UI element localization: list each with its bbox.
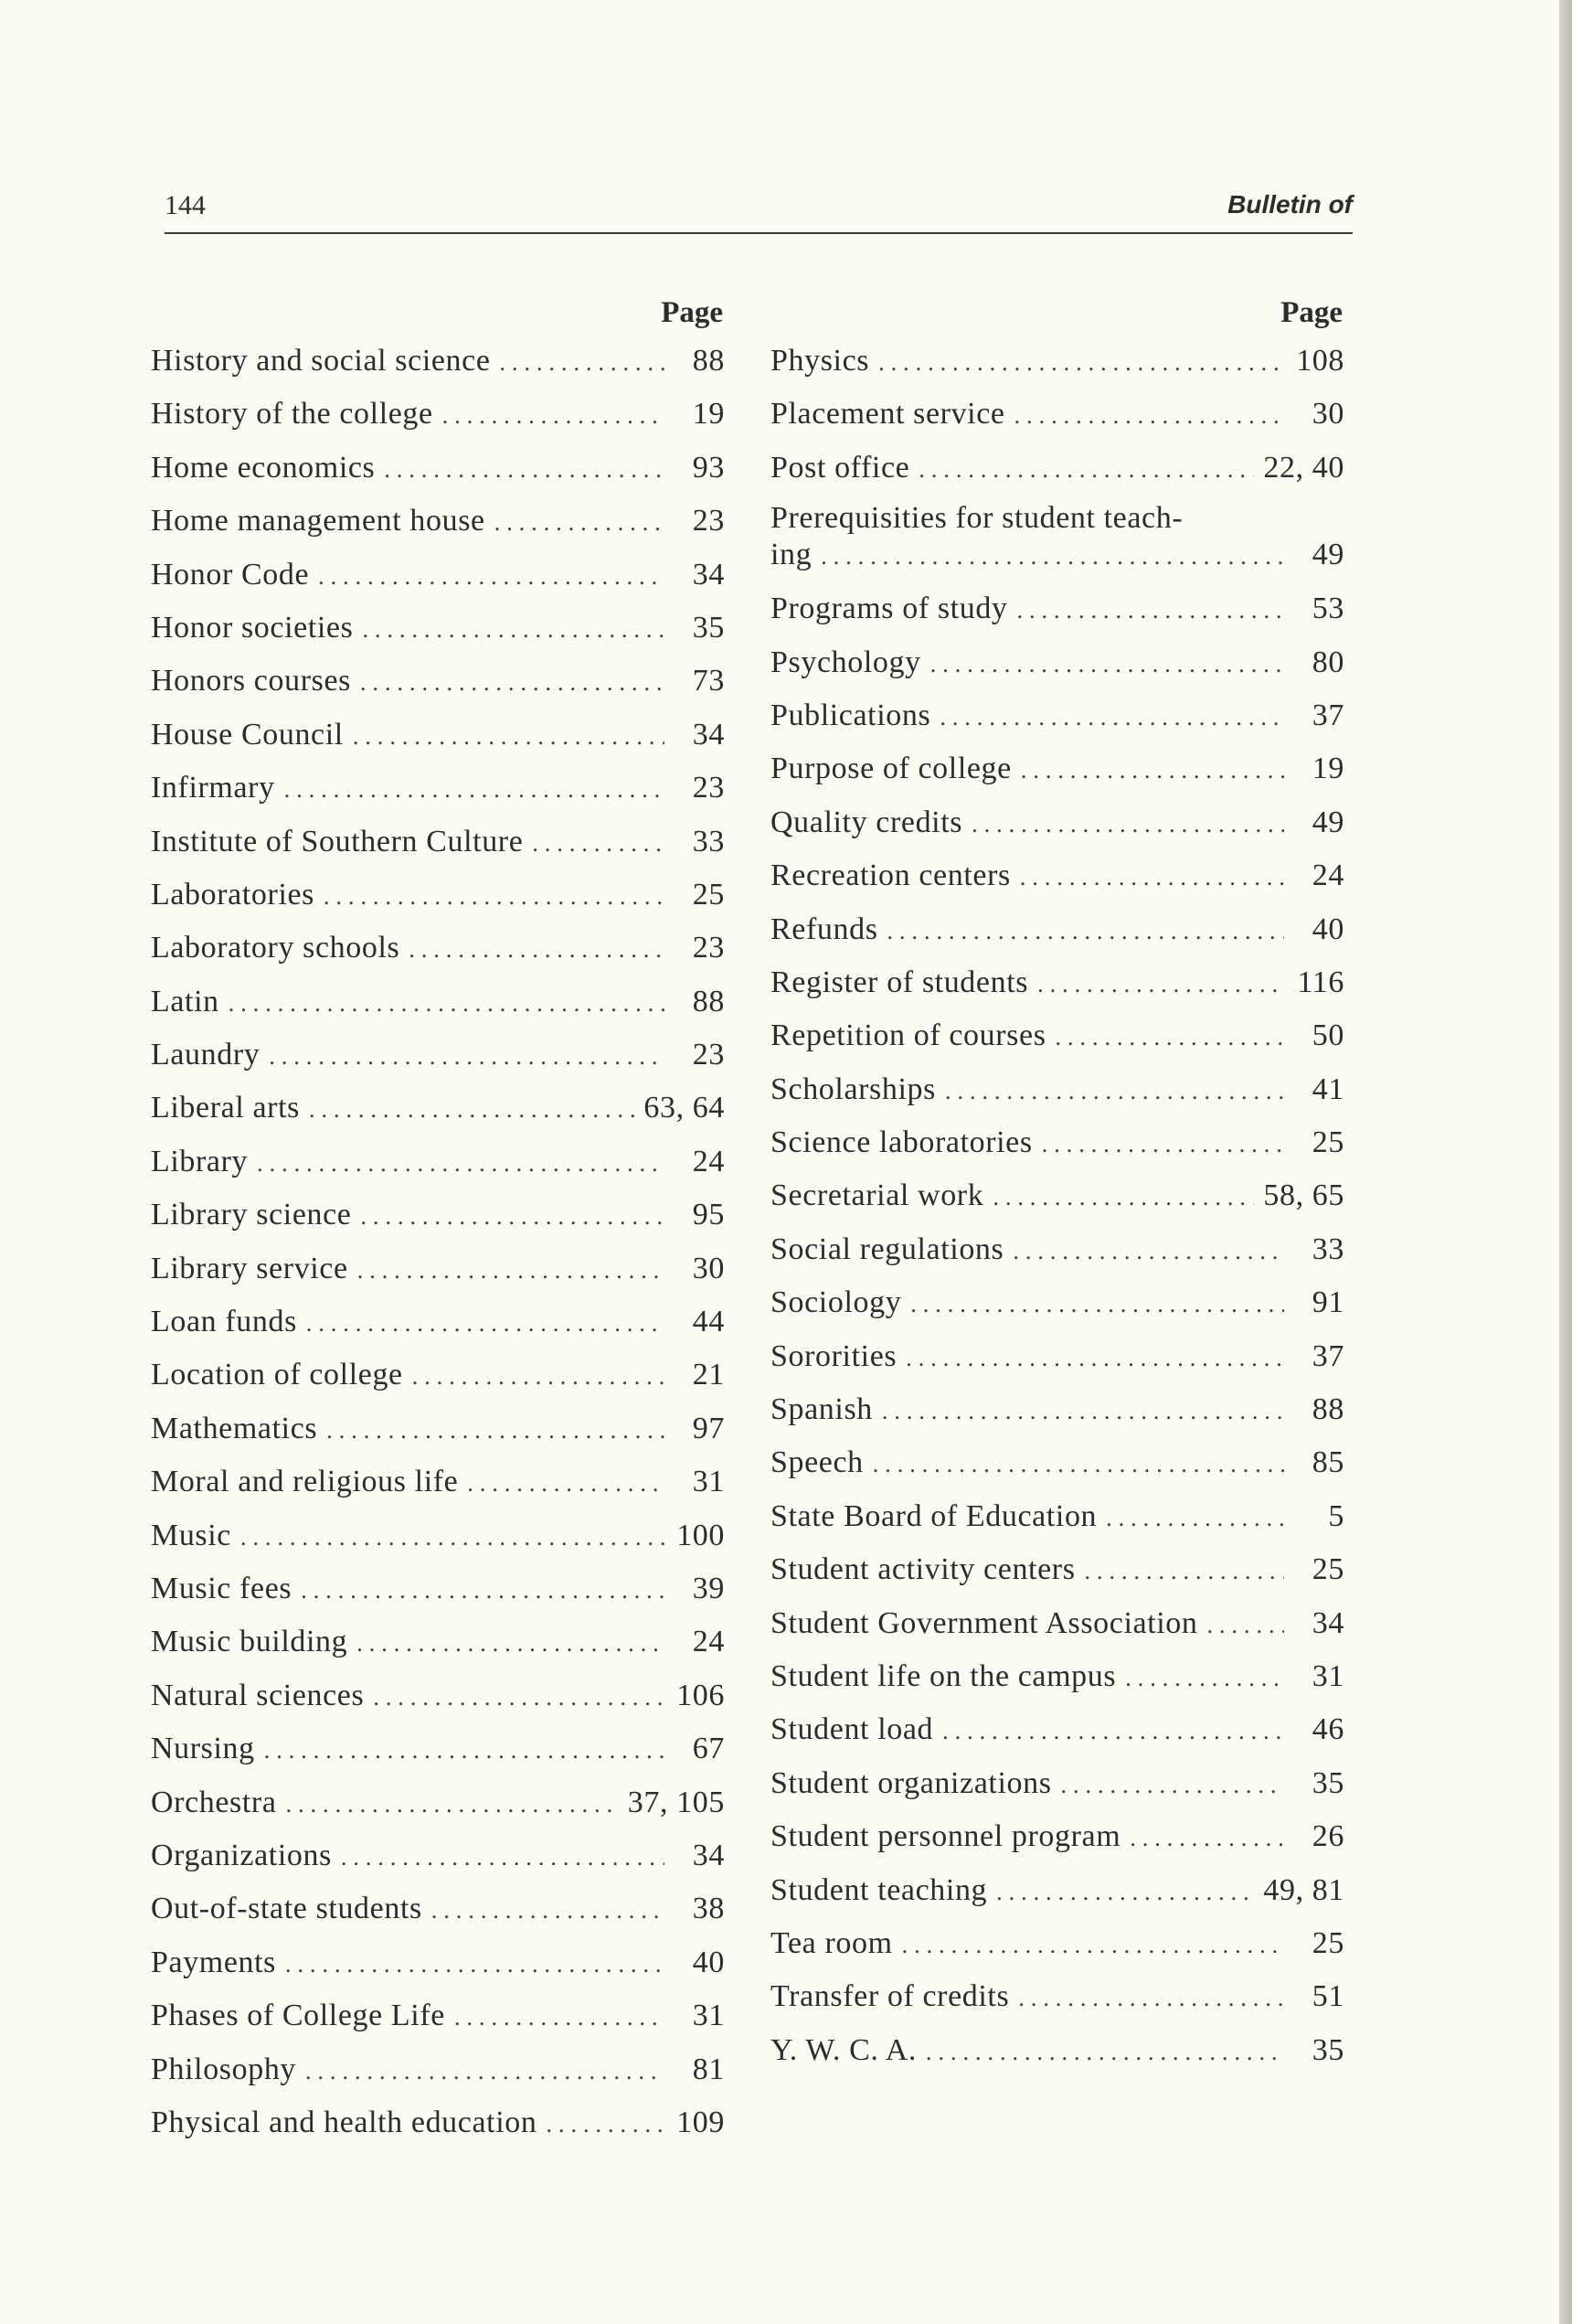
index-entry: [770, 1970, 1344, 2023]
page-header: [165, 190, 1353, 234]
index-page-ref: 31: [692, 1465, 725, 1499]
dot-leader: [384, 443, 664, 496]
index-entry: [151, 1402, 725, 1455]
dot-leader: [357, 1244, 664, 1297]
index-page-ref: 24: [1312, 858, 1344, 893]
index-term: Student organizations: [770, 1765, 1052, 1800]
index-term: State Board of Education: [770, 1498, 1098, 1533]
index-term: Post office: [770, 450, 910, 485]
index-page-ref: 73: [692, 664, 725, 698]
index-page-ref: 88: [1312, 1392, 1344, 1427]
index-page-ref: 37, 105: [627, 1785, 725, 1819]
index-entry: [770, 636, 1344, 689]
dot-leader: [919, 443, 1254, 496]
index-term: History of the college: [151, 397, 433, 432]
index-page-ref: 25: [1312, 1552, 1344, 1587]
dot-leader: [362, 603, 664, 656]
dot-leader: [356, 1617, 664, 1670]
index-entry: [770, 1116, 1344, 1169]
index-page-ref: 58, 65: [1263, 1178, 1344, 1213]
index-term: Mathematics: [151, 1411, 318, 1445]
index-term: Repetition of courses: [770, 1018, 1046, 1053]
index-term: Social regulations: [770, 1231, 1004, 1266]
index-term: Transfer of credits: [770, 1979, 1010, 2014]
index-page-ref: 34: [692, 1838, 725, 1872]
index-page-ref: 23: [692, 771, 725, 805]
index-page-ref: 34: [1312, 1605, 1344, 1640]
index-term: Infirmary: [151, 771, 275, 805]
index-entry: [151, 602, 725, 655]
dot-leader: [1042, 1118, 1284, 1171]
dot-leader: [412, 1350, 664, 1403]
index-term: Student load: [770, 1712, 934, 1747]
index-entry: [770, 388, 1344, 441]
index-term: House Council: [151, 717, 344, 752]
index-entry: [151, 1295, 725, 1349]
index-page-ref: 35: [1312, 1765, 1344, 1800]
dot-leader: [326, 1404, 664, 1457]
index-entry: [770, 1436, 1344, 1489]
index-term: Student personnel program: [770, 1819, 1121, 1854]
dot-leader: [940, 691, 1284, 744]
index-page-ref: 88: [692, 984, 725, 1018]
index-page-ref: 49: [1312, 538, 1344, 572]
index-term: History and social science: [151, 344, 491, 378]
index-term-continuation-line: [770, 537, 1344, 575]
index-page-ref: 23: [692, 1038, 725, 1072]
dot-leader: [360, 656, 664, 709]
index-page-ref: 93: [692, 450, 725, 485]
index-term: Organizations: [151, 1838, 332, 1872]
index-term: Laboratories: [151, 877, 315, 911]
index-term: Psychology: [770, 645, 921, 679]
dot-leader: [286, 1778, 619, 1831]
index-entry: [151, 1562, 725, 1615]
index-page-ref: 33: [692, 824, 725, 858]
page-number: 144: [165, 190, 206, 220]
index-page-ref: 19: [1312, 752, 1344, 786]
index-term: Phases of College Life: [151, 1999, 445, 2033]
index-page-ref: 85: [1312, 1445, 1344, 1480]
index-term: Spanish: [770, 1392, 873, 1427]
index-term: Philosophy: [151, 2052, 297, 2086]
dot-leader: [902, 1919, 1284, 1972]
index-term: Music fees: [151, 1571, 292, 1605]
index-term: Publications: [770, 698, 931, 732]
dot-leader: [1020, 851, 1284, 904]
dot-leader: [942, 1705, 1284, 1758]
dot-leader: [1013, 1225, 1284, 1278]
index-page-ref: 19: [692, 397, 725, 432]
index-term: Programs of study: [770, 592, 1008, 626]
dot-leader: [467, 1457, 664, 1510]
index-entry: [151, 1615, 725, 1668]
running-title: Bulletin of: [1227, 190, 1353, 219]
dot-leader: [926, 2026, 1284, 2079]
dot-leader: [1056, 1011, 1284, 1064]
index-entry: [770, 903, 1344, 956]
index-entry: [151, 1509, 725, 1562]
index-entry: [151, 2043, 725, 2096]
index-entry: [770, 1864, 1344, 1917]
index-term: Laundry: [151, 1038, 260, 1072]
index-term: Physical and health education: [151, 2105, 537, 2139]
index-page-ref: 30: [692, 1251, 725, 1285]
dot-leader: [532, 817, 664, 870]
index-entry: [151, 1882, 725, 1935]
dot-leader: [454, 1991, 664, 2044]
dot-leader: [1085, 1545, 1284, 1598]
index-entry: [151, 1989, 725, 2042]
index-page-ref: 38: [692, 1892, 725, 1926]
dot-leader: [240, 1511, 664, 1564]
index-term: Library: [151, 1144, 249, 1178]
index-page-ref: 31: [1312, 1658, 1344, 1693]
index-page-ref: 67: [692, 1732, 725, 1766]
dot-leader: [309, 1083, 634, 1136]
dot-leader: [972, 798, 1284, 851]
index-entry: [770, 956, 1344, 1009]
index-term: Secretarial work: [770, 1178, 984, 1213]
index-page-ref: 53: [1312, 592, 1344, 626]
index-entry: [151, 549, 725, 602]
index-page-ref: 116: [1297, 965, 1344, 999]
index-entry: [770, 742, 1344, 795]
index-term: Register of students: [770, 965, 1029, 999]
index-term: Nursing: [151, 1732, 255, 1766]
index-term: Loan funds: [151, 1305, 297, 1339]
index-term: Student Government Association: [770, 1605, 1198, 1640]
index-entry: [770, 1276, 1344, 1329]
index-page-ref: 49, 81: [1263, 1872, 1344, 1907]
index-entry: [770, 1543, 1344, 1596]
index-entry: [151, 1936, 725, 1989]
index-entry: [151, 975, 725, 1029]
index-entry: [151, 1242, 725, 1295]
dot-leader: [285, 1938, 664, 1991]
index-page-ref: 25: [692, 877, 725, 911]
index-entry: [770, 1490, 1344, 1543]
index-term: Speech: [770, 1445, 864, 1480]
index-page-ref: 51: [1312, 1979, 1344, 2014]
index-entry: [151, 1349, 725, 1402]
dot-leader: [546, 2098, 664, 2151]
dot-leader: [318, 550, 664, 603]
dot-leader: [996, 1866, 1254, 1919]
dot-leader: [305, 2045, 664, 2098]
dot-leader: [930, 638, 1284, 691]
index-entry: [770, 1383, 1344, 1436]
index-entry: [151, 709, 725, 762]
index-entry: [770, 1597, 1344, 1650]
index-term: Honor Code: [151, 557, 310, 592]
index-page-ref: 108: [1296, 344, 1344, 378]
dot-leader: [409, 923, 664, 976]
index-page-ref: 21: [692, 1358, 725, 1392]
dot-leader: [1021, 744, 1284, 797]
index-page-ref: 35: [692, 610, 725, 645]
index-entry: [151, 816, 725, 869]
index-term: Sociology: [770, 1285, 902, 1320]
index-entry: [770, 1703, 1344, 1756]
index-column-right: [770, 291, 1344, 2077]
index-term: Tea room: [770, 1925, 893, 1960]
index-list-right: [770, 335, 1344, 2077]
index-page-ref: 30: [1312, 397, 1344, 432]
dot-leader: [324, 870, 664, 923]
index-entry: [151, 2096, 725, 2149]
dot-leader: [361, 1190, 665, 1243]
index-entry: [770, 335, 1344, 388]
dot-leader: [1018, 1972, 1284, 2025]
index-page-ref: 50: [1312, 1018, 1344, 1053]
index-page-ref: 37: [1312, 698, 1344, 732]
dot-leader: [306, 1297, 664, 1350]
index-entry: [151, 495, 725, 548]
index-entry: [151, 869, 725, 922]
index-entry: [770, 849, 1344, 902]
index-entry: [770, 1330, 1344, 1383]
dot-leader: [945, 1065, 1284, 1118]
index-page-ref: 34: [692, 557, 725, 592]
index-term: Refunds: [770, 911, 878, 946]
dot-leader: [993, 1171, 1254, 1224]
index-term: Out-of-state students: [151, 1892, 422, 1926]
index-term: Scholarships: [770, 1071, 936, 1106]
dot-leader: [1207, 1599, 1284, 1652]
dot-leader: [1125, 1652, 1284, 1705]
index-page-ref: 80: [1312, 645, 1344, 679]
dot-leader: [878, 336, 1284, 389]
index-page-ref: 41: [1312, 1071, 1344, 1106]
dot-leader: [887, 905, 1284, 958]
index-page-ref: 31: [692, 1999, 725, 2033]
index-term: Recreation centers: [770, 858, 1011, 893]
index-entry: [770, 1810, 1344, 1863]
dot-leader: [1106, 1492, 1284, 1545]
dot-leader: [264, 1724, 664, 1777]
index-entry: [151, 335, 725, 388]
index-page-ref: 100: [676, 1518, 725, 1552]
index-entry: [151, 1776, 725, 1829]
dot-leader: [431, 1884, 664, 1937]
dot-leader: [500, 336, 664, 389]
index-term: Location of college: [151, 1358, 403, 1392]
index-term: Library science: [151, 1198, 352, 1232]
index-term: Sororities: [770, 1338, 898, 1373]
index-page-ref: 34: [692, 717, 725, 752]
index-page-ref: 25: [1312, 1125, 1344, 1160]
index-term-continuation: ing: [770, 538, 813, 572]
index-page-ref: 44: [692, 1305, 725, 1339]
dot-leader: [1014, 389, 1284, 442]
dot-leader: [373, 1671, 664, 1724]
index-term: Liberal arts: [151, 1091, 300, 1125]
index-entry: [151, 762, 725, 815]
index-entry: [770, 796, 1344, 849]
dot-leader: [1017, 584, 1284, 637]
index-page-ref: 109: [676, 2105, 725, 2139]
dot-leader: [1130, 1812, 1284, 1865]
index-page-ref: 26: [1312, 1819, 1344, 1854]
index-term: Library service: [151, 1251, 348, 1285]
index-entry: [770, 1757, 1344, 1810]
index-term: Orchestra: [151, 1785, 277, 1819]
dot-leader: [821, 538, 1284, 575]
index-page-ref: 63, 64: [643, 1091, 725, 1125]
dot-leader: [1061, 1759, 1284, 1812]
index-page-ref: 33: [1312, 1231, 1344, 1266]
index-page-ref: 97: [692, 1411, 725, 1445]
index-term: Music building: [151, 1625, 348, 1659]
index-term: Honor societies: [151, 610, 354, 645]
index-page-ref: 106: [676, 1678, 725, 1712]
index-entry: [151, 1829, 725, 1882]
header-rule: [165, 232, 1353, 234]
index-entry: [151, 1722, 725, 1775]
dot-leader: [301, 1564, 664, 1617]
dot-leader: [341, 1831, 664, 1884]
index-page-ref: 24: [692, 1144, 725, 1178]
index-page-ref: 40: [692, 1945, 725, 1979]
index-entry: [151, 1082, 725, 1135]
index-term: Payments: [151, 1945, 277, 1979]
index-term: Honors courses: [151, 664, 351, 698]
index-entry: [770, 1650, 1344, 1703]
index-entry: [770, 1063, 1344, 1116]
index-term: Home management house: [151, 504, 485, 538]
index-term: Institute of Southern Culture: [151, 824, 524, 858]
index-entry: [151, 1135, 725, 1189]
dot-leader: [228, 977, 664, 1030]
index-term: Home economics: [151, 450, 376, 485]
index-term: Music: [151, 1518, 231, 1552]
page-column-heading: Page: [1280, 296, 1343, 329]
index-entry: [770, 1169, 1344, 1222]
index-term: Laboratory schools: [151, 931, 400, 965]
index-page-ref: 25: [1312, 1925, 1344, 1960]
index-entry: [770, 689, 1344, 742]
index-entry: [151, 1455, 725, 1508]
index-term: Student teaching: [770, 1872, 988, 1907]
dot-leader: [257, 1137, 664, 1190]
index-entry: [151, 388, 725, 441]
index-entry: [151, 655, 725, 708]
index-term: Quality credits: [770, 805, 963, 839]
index-page-ref: 23: [692, 504, 725, 538]
index-term: Prerequisities for student teach-: [770, 501, 1184, 536]
index-page-ref: 91: [1312, 1285, 1344, 1320]
index-entry: [770, 495, 1344, 582]
dot-leader: [906, 1332, 1284, 1385]
index-entry: [770, 442, 1344, 495]
page-edge: [1559, 0, 1572, 2324]
index-page-ref: 39: [692, 1571, 725, 1605]
index-page-ref: 88: [692, 344, 725, 378]
index-column-left: [151, 291, 725, 2149]
index-term: Moral and religious life: [151, 1465, 459, 1499]
dot-leader: [269, 1030, 664, 1083]
index-term: Science laboratories: [770, 1125, 1033, 1160]
dot-leader: [284, 763, 664, 816]
index-page-ref: 37: [1312, 1338, 1344, 1373]
index-term: Y. W. C. A.: [770, 2032, 917, 2067]
dot-leader: [442, 389, 664, 442]
dot-leader: [873, 1438, 1284, 1491]
dot-leader: [910, 1278, 1284, 1331]
dot-leader: [353, 710, 664, 763]
index-entry: [770, 2024, 1344, 2077]
index-page-ref: 5: [1328, 1498, 1344, 1533]
index-term: Natural sciences: [151, 1678, 365, 1712]
index-entry: [770, 1917, 1344, 1970]
index-entry: [151, 1029, 725, 1082]
index-entry: [770, 582, 1344, 635]
index-term: Latin: [151, 984, 219, 1018]
dot-leader: [1037, 958, 1284, 1011]
index-term: Student life on the campus: [770, 1658, 1117, 1693]
index-page-ref: 22, 40: [1263, 450, 1344, 485]
index-entry: [770, 1009, 1344, 1062]
page-column-heading: Page: [661, 296, 723, 329]
index-term: Physics: [770, 344, 870, 378]
dot-leader: [882, 1385, 1284, 1438]
index-page-ref: 46: [1312, 1712, 1344, 1747]
index-entry: [151, 1669, 725, 1722]
index-entry: [151, 1189, 725, 1242]
index-page-ref: 23: [692, 931, 725, 965]
index-page-ref: 40: [1312, 911, 1344, 946]
dot-leader: [494, 496, 664, 549]
index-term: Placement service: [770, 397, 1005, 432]
index-list-left: [151, 335, 725, 2149]
index-entry: [770, 1223, 1344, 1276]
index-page-ref: 24: [692, 1625, 725, 1659]
index-page-ref: 35: [1312, 2032, 1344, 2067]
index-term: Purpose of college: [770, 752, 1012, 786]
index-page-ref: 95: [692, 1198, 725, 1232]
index-term: Student activity centers: [770, 1552, 1076, 1587]
index-entry: [151, 442, 725, 495]
index-page-ref: 81: [692, 2052, 725, 2086]
index-entry: [151, 922, 725, 975]
index-page-ref: 49: [1312, 805, 1344, 839]
